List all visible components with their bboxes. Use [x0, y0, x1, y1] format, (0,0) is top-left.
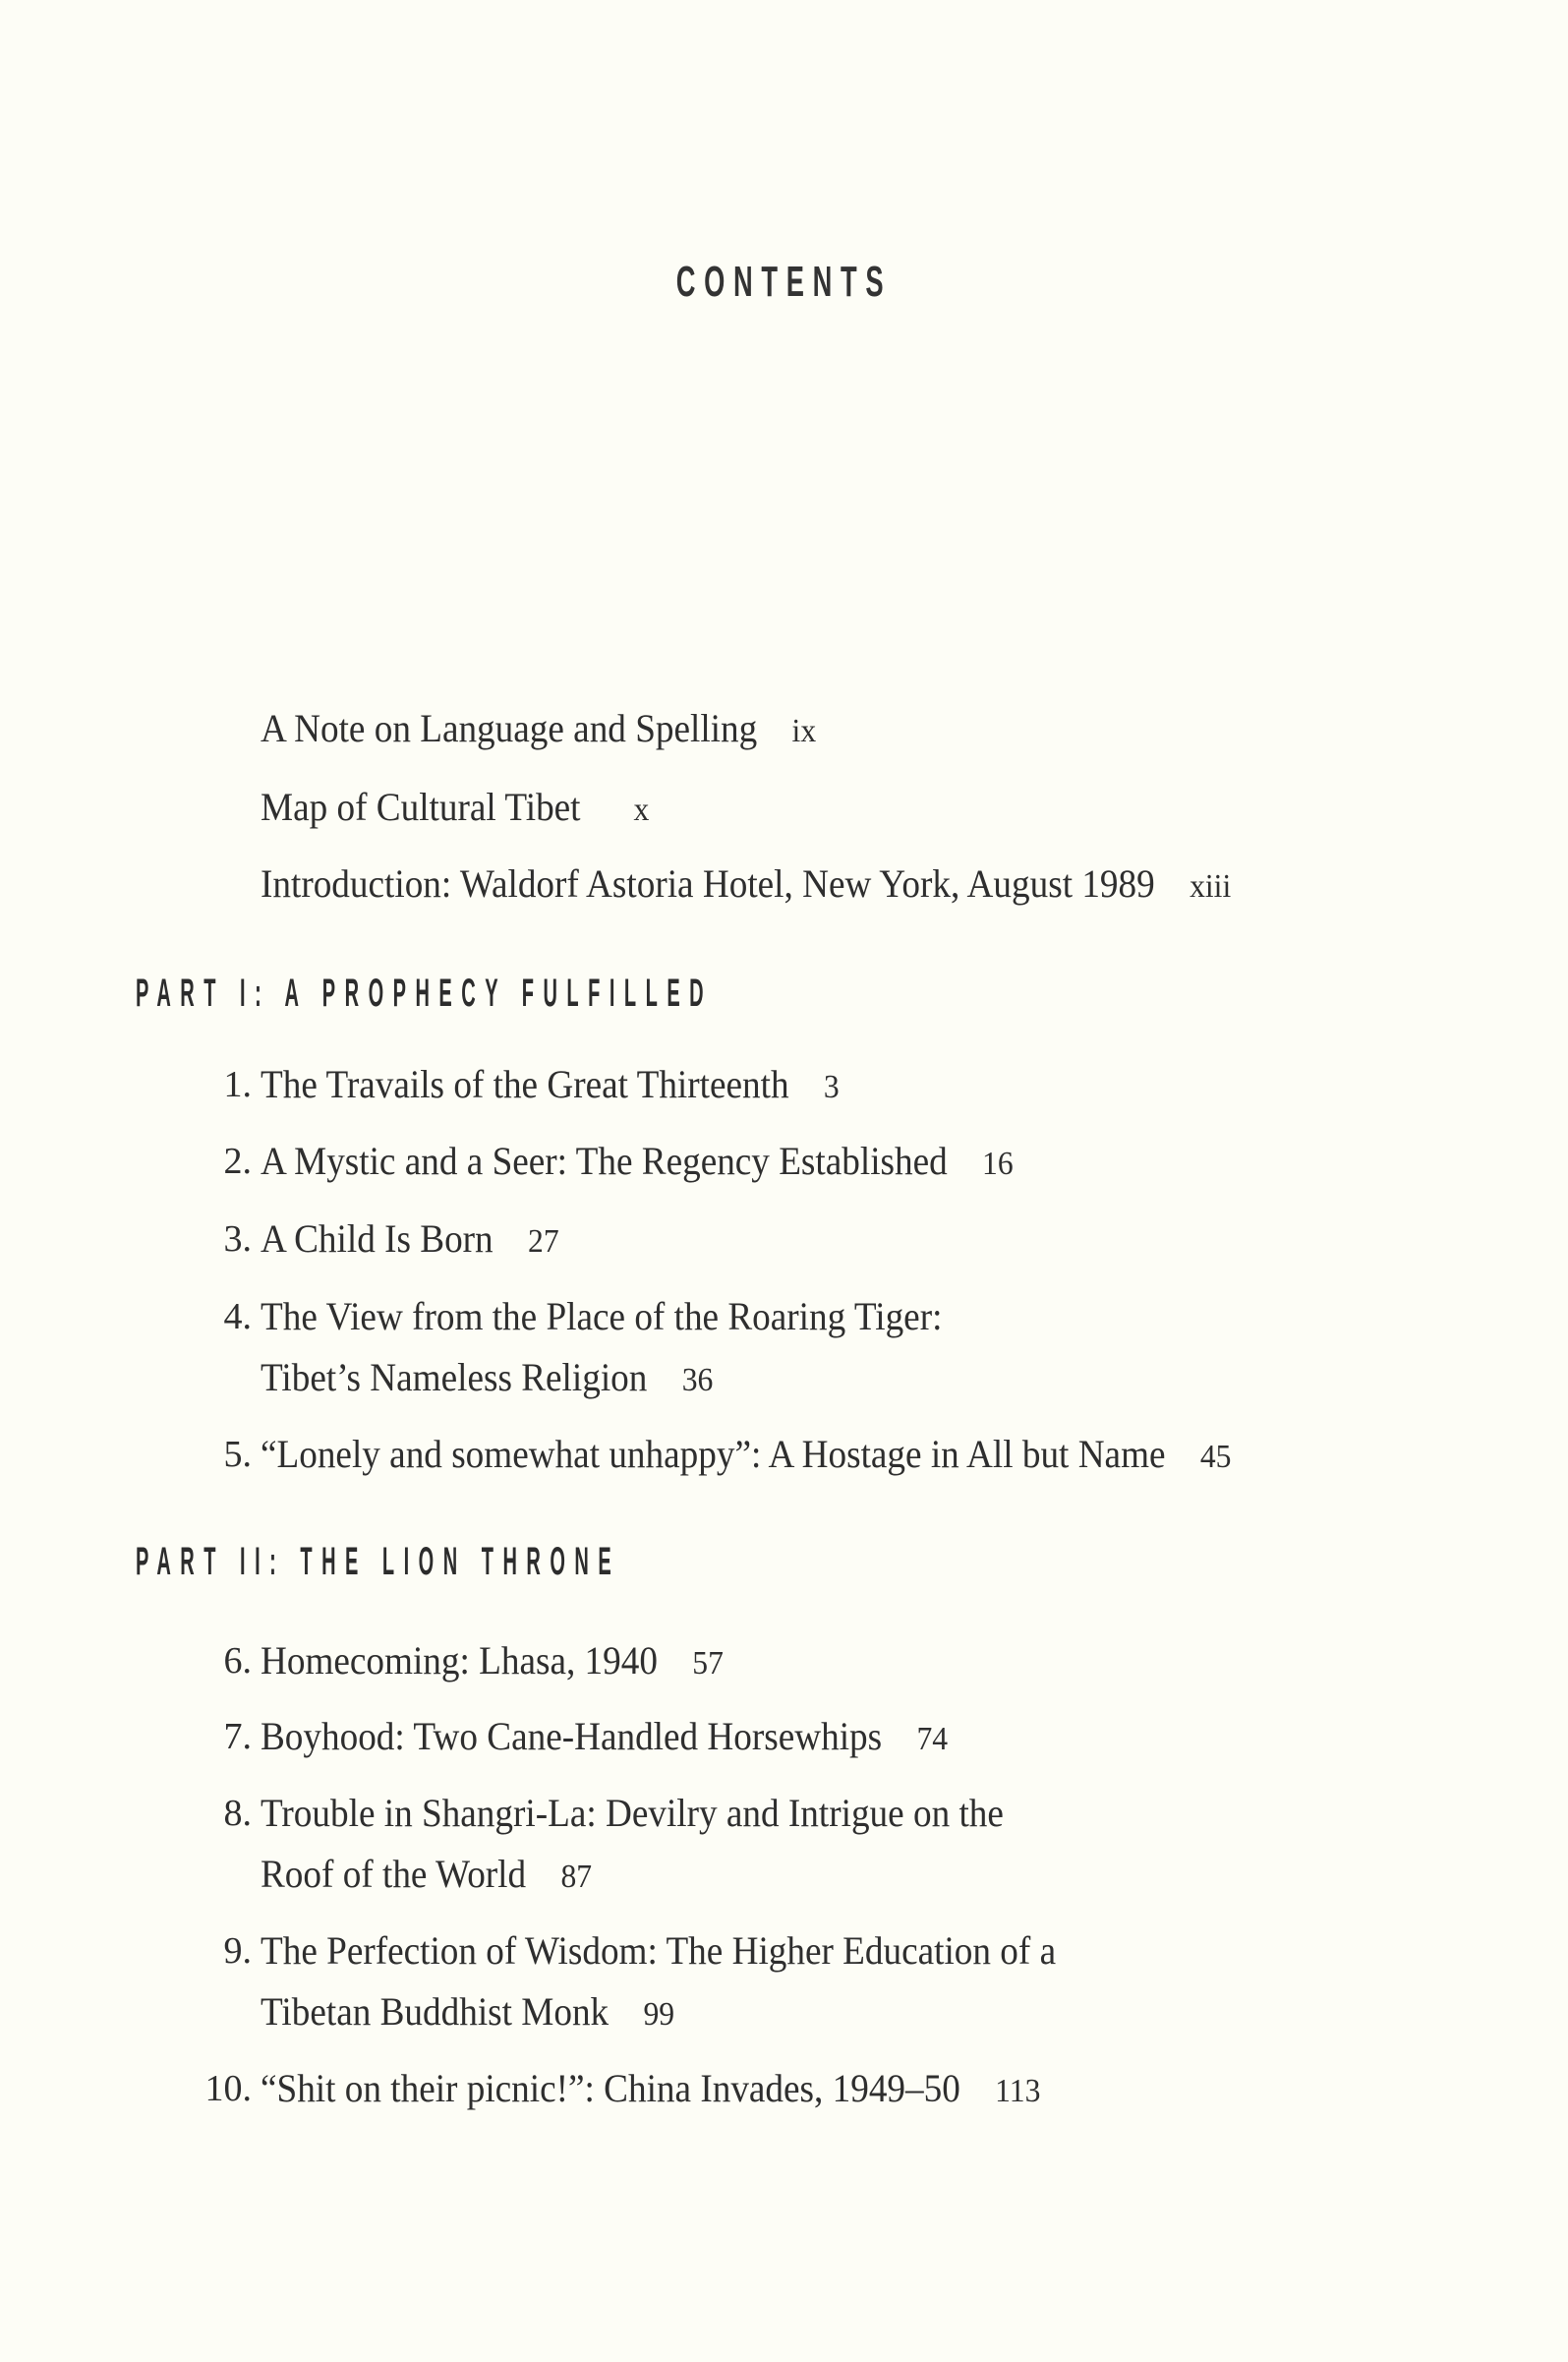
toc-entry-page: x [633, 792, 650, 828]
chapter-9-line-1: The Perfection of Wisdom: The Higher Education of a [261, 1928, 1057, 1973]
chapter-4-line-1: The View from the Place of the Roaring Tiger: [261, 1294, 943, 1338]
chapter-number: 4. [223, 1296, 252, 1337]
chapter-number: 1. [223, 1064, 252, 1105]
chapter-1 [261, 1054, 840, 1118]
chapter-page: 27 [528, 1223, 559, 1260]
chapter-title: Roof of the World [261, 1852, 527, 1896]
chapter-title: Tibetan Buddhist Monk [261, 1989, 610, 2034]
chapter-page: 3 [823, 1069, 840, 1105]
chapter-title: Boyhood: Two Cane-Handled Horsewhips [261, 1714, 883, 1758]
chapter-page: 57 [692, 1645, 724, 1682]
chapter-title: Homecoming: Lhasa, 1940 [261, 1638, 658, 1683]
chapter-number: 6. [223, 1640, 252, 1682]
chapter-page: 87 [560, 1859, 593, 1895]
chapter-page: 16 [982, 1146, 1014, 1182]
part-heading-2: PART II: THE LION THRONE [136, 1540, 621, 1583]
chapter-5 [261, 1424, 1231, 1488]
chapter-8-line-1: Trouble in Shangri-La: Devilry and Intrigue on the [261, 1791, 1004, 1835]
chapter-4 [261, 1347, 713, 1411]
chapter-number: 7. [223, 1716, 252, 1757]
chapter-2 [261, 1131, 1014, 1195]
chapter-number: 10. [204, 2068, 252, 2109]
chapter-page: 99 [643, 1996, 675, 2033]
page-title: CONTENTS [675, 258, 893, 306]
chapter-3 [261, 1209, 559, 1272]
chapter-page: 113 [995, 2073, 1041, 2109]
chapter-title: Tibet’s Nameless Religion [261, 1355, 648, 1399]
chapter-number: 2. [223, 1141, 252, 1182]
chapter-10 [261, 2058, 1040, 2122]
chapter-8 [261, 1844, 592, 1908]
toc-entry-title: A Note on Language and Spelling [261, 706, 758, 750]
chapter-page: 36 [681, 1362, 714, 1398]
chapter-page: 74 [916, 1721, 949, 1757]
toc-entry-page: xiii [1190, 868, 1232, 905]
chapter-number: 9. [223, 1930, 252, 1972]
toc-entry-page: ix [791, 713, 817, 749]
toc-entry-title: Introduction: Waldorf Astoria Hotel, New York, August 1989 [261, 861, 1155, 906]
chapter-title: “Shit on their picnic!”: China Invades, 1949–50 [261, 2066, 960, 2110]
chapter-number: 5. [223, 1434, 252, 1475]
toc-entry-map [261, 777, 649, 841]
chapter-title: A Mystic and a Seer: The Regency Established [261, 1139, 948, 1183]
chapter-title: A Child Is Born [261, 1216, 494, 1261]
chapter-6 [261, 1630, 724, 1694]
toc-entry-note [261, 698, 816, 762]
toc-entry-title: Map of Cultural Tibet [261, 785, 581, 829]
chapter-title: “Lonely and somewhat unhappy”: A Hostage in All but Name [261, 1432, 1166, 1476]
chapter-number: 3. [223, 1218, 252, 1260]
chapter-page: 45 [1199, 1439, 1232, 1475]
chapter-number: 8. [223, 1793, 252, 1834]
toc-entry-introduction [261, 854, 1231, 917]
part-heading-1: PART I: A PROPHECY FULFILLED [136, 972, 714, 1015]
chapter-title: The Travails of the Great Thirteenth [261, 1062, 789, 1106]
chapter-9 [261, 1981, 674, 2045]
chapter-7 [261, 1706, 948, 1770]
